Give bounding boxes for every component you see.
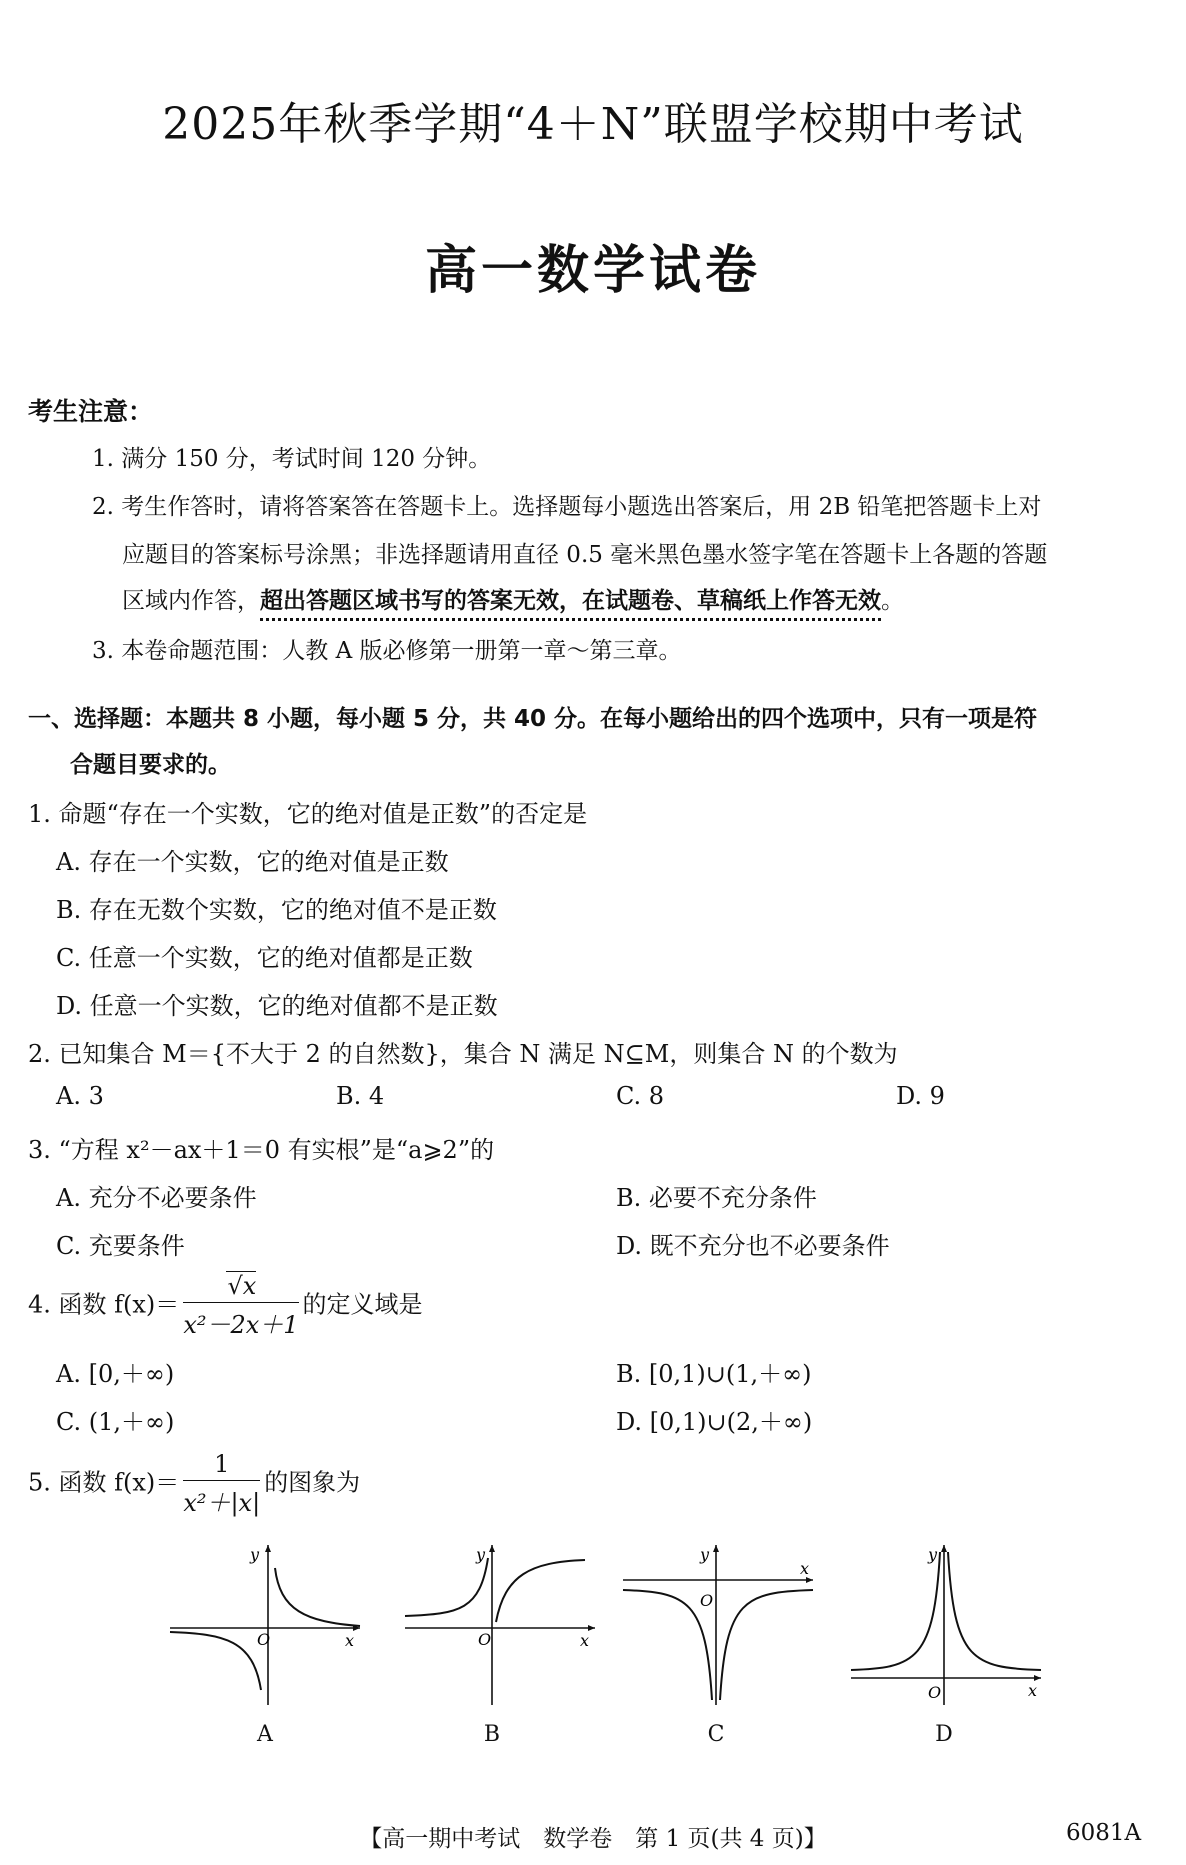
question-2-stem: 2. 已知集合 M＝{不大于 2 的自然数}，集合 N 满足 N⊆M，则集合 N 的个数为 xyxy=(28,1040,898,1068)
graph-a-right-branch xyxy=(275,1568,360,1626)
graph-a xyxy=(165,1540,365,1710)
notice-item-1: 1. 满分 150 分，考试时间 120 分钟。 xyxy=(92,446,492,472)
graph-d-label: D xyxy=(935,1722,953,1747)
graph-b-right-branch xyxy=(496,1560,585,1622)
question-1-stem: 1. 命题“存在一个实数，它的绝对值是正数”的否定是 xyxy=(28,800,588,828)
notice-item-3: 3. 本卷命题范围：人教 A 版必修第一册第一章～第三章。 xyxy=(92,638,682,664)
graph-d-left-branch xyxy=(851,1552,940,1670)
question-1-option-d: D. 任意一个实数，它的绝对值都不是正数 xyxy=(56,992,498,1020)
question-4-option-a: A. [0,＋∞) xyxy=(56,1360,175,1388)
question-1-option-c: C. 任意一个实数，它的绝对值都是正数 xyxy=(56,944,473,972)
question-2-option-c: C. 8 xyxy=(616,1082,665,1110)
question-4-stem-post: 的定义域是 xyxy=(302,1290,423,1319)
graph-b xyxy=(400,1540,600,1710)
question-1-option-b: B. 存在无数个实数，它的绝对值不是正数 xyxy=(56,896,497,924)
notice-item-2-line-3-pre: 区域内作答， xyxy=(122,588,260,614)
notice-emphasis: 超出答题区域书写的答案无效，在试题卷、草稿纸上作答无效 xyxy=(260,588,881,614)
question-5-stem-pre: 5. 函数 f(x)＝ xyxy=(28,1468,180,1497)
graph-c xyxy=(618,1540,818,1710)
graph-c-origin-label: O xyxy=(700,1591,714,1610)
question-5-stem-post: 的图象为 xyxy=(264,1468,361,1497)
question-3-option-c: C. 充要条件 xyxy=(56,1232,185,1260)
graph-b-x-label: x xyxy=(580,1631,590,1650)
graph-d-x-label: x xyxy=(1028,1681,1038,1700)
graph-c-left-branch xyxy=(623,1590,712,1700)
notice-item-2-line-2: 应题目的答案标号涂黑；非选择题请用直径 0.5 毫米黑色墨水签字笔在答题卡上各题的答题 xyxy=(122,542,1048,568)
notice-item-2-line-3 xyxy=(122,582,904,615)
question-2-option-d: D. 9 xyxy=(896,1082,945,1110)
question-3-option-d: D. 既不充分也不必要条件 xyxy=(616,1232,890,1260)
notice-item-2-line-1: 2. 考生作答时，请将答案答在答题卡上。选择题每小题选出答案后，用 2B 铅笔把答题卡上对 xyxy=(92,494,1042,520)
page-footer: 【高一期中考试 数学卷 第 1 页(共 4 页)】 xyxy=(359,1826,827,1852)
question-4-stem-pre: 4. 函数 f(x)＝ xyxy=(28,1290,180,1319)
question-2-option-b: B. 4 xyxy=(336,1082,385,1110)
graph-b-left-branch xyxy=(405,1558,488,1616)
question-5-denominator: x²＋|x| xyxy=(183,1489,261,1517)
question-2-option-a: A. 3 xyxy=(56,1082,104,1110)
section-1-line-1: 一、选择题：本题共 8 小题，每小题 5 分，共 40 分。在每小题给出的四个选项中，只有一项是符 xyxy=(28,706,1038,732)
notice-heading: 考生注意： xyxy=(28,397,154,426)
section-1-line-2: 合题目要求的。 xyxy=(70,752,231,778)
question-4-fraction xyxy=(183,1272,298,1340)
question-4-stem xyxy=(28,1272,423,1340)
graph-a-left-branch xyxy=(170,1632,261,1690)
question-4-option-c: C. (1,＋∞) xyxy=(56,1408,175,1436)
graph-b-origin-label: O xyxy=(478,1630,492,1649)
graph-d-origin-label: O xyxy=(928,1683,942,1702)
graph-a-origin-label: O xyxy=(257,1630,271,1649)
question-3-stem: 3. “方程 x²－ax＋1＝0 有实根”是“a⩾2”的 xyxy=(28,1136,495,1164)
question-5-numerator: 1 xyxy=(183,1450,260,1481)
question-4-option-d: D. [0,1)∪(2,＋∞) xyxy=(616,1408,813,1436)
question-3-option-a: A. 充分不必要条件 xyxy=(56,1184,257,1212)
graph-d xyxy=(846,1540,1046,1710)
paper-title: 高一数学试卷 xyxy=(424,241,761,301)
graph-b-y-label: y xyxy=(476,1545,486,1564)
graph-c-x-label: x xyxy=(800,1559,810,1578)
question-5-fraction xyxy=(183,1450,260,1518)
notice-item-2-line-3-end: 。 xyxy=(881,588,904,614)
question-4-option-b: B. [0,1)∪(1,＋∞) xyxy=(616,1360,812,1388)
question-3-option-b: B. 必要不充分条件 xyxy=(616,1184,817,1212)
question-4-numerator: √x xyxy=(227,1272,257,1300)
paper-code: 6081A xyxy=(1066,1820,1142,1846)
question-4-denominator: x²－2x＋1 xyxy=(183,1311,299,1339)
graph-a-y-label: y xyxy=(250,1545,260,1564)
graph-a-x-label: x xyxy=(345,1631,355,1650)
graph-b-label: B xyxy=(483,1722,501,1747)
graph-d-right-branch xyxy=(948,1552,1041,1670)
question-1-option-a: A. 存在一个实数，它的绝对值是正数 xyxy=(56,848,449,876)
graph-c-right-branch xyxy=(720,1590,813,1700)
graph-c-y-label: y xyxy=(700,1545,710,1564)
graph-c-label: C xyxy=(707,1722,725,1747)
question-5-stem xyxy=(28,1450,360,1518)
graph-d-y-label: y xyxy=(928,1545,938,1564)
graph-a-label: A xyxy=(257,1722,273,1747)
exam-title: 2025年秋季学期“4＋N”联盟学校期中考试 xyxy=(162,99,1024,150)
